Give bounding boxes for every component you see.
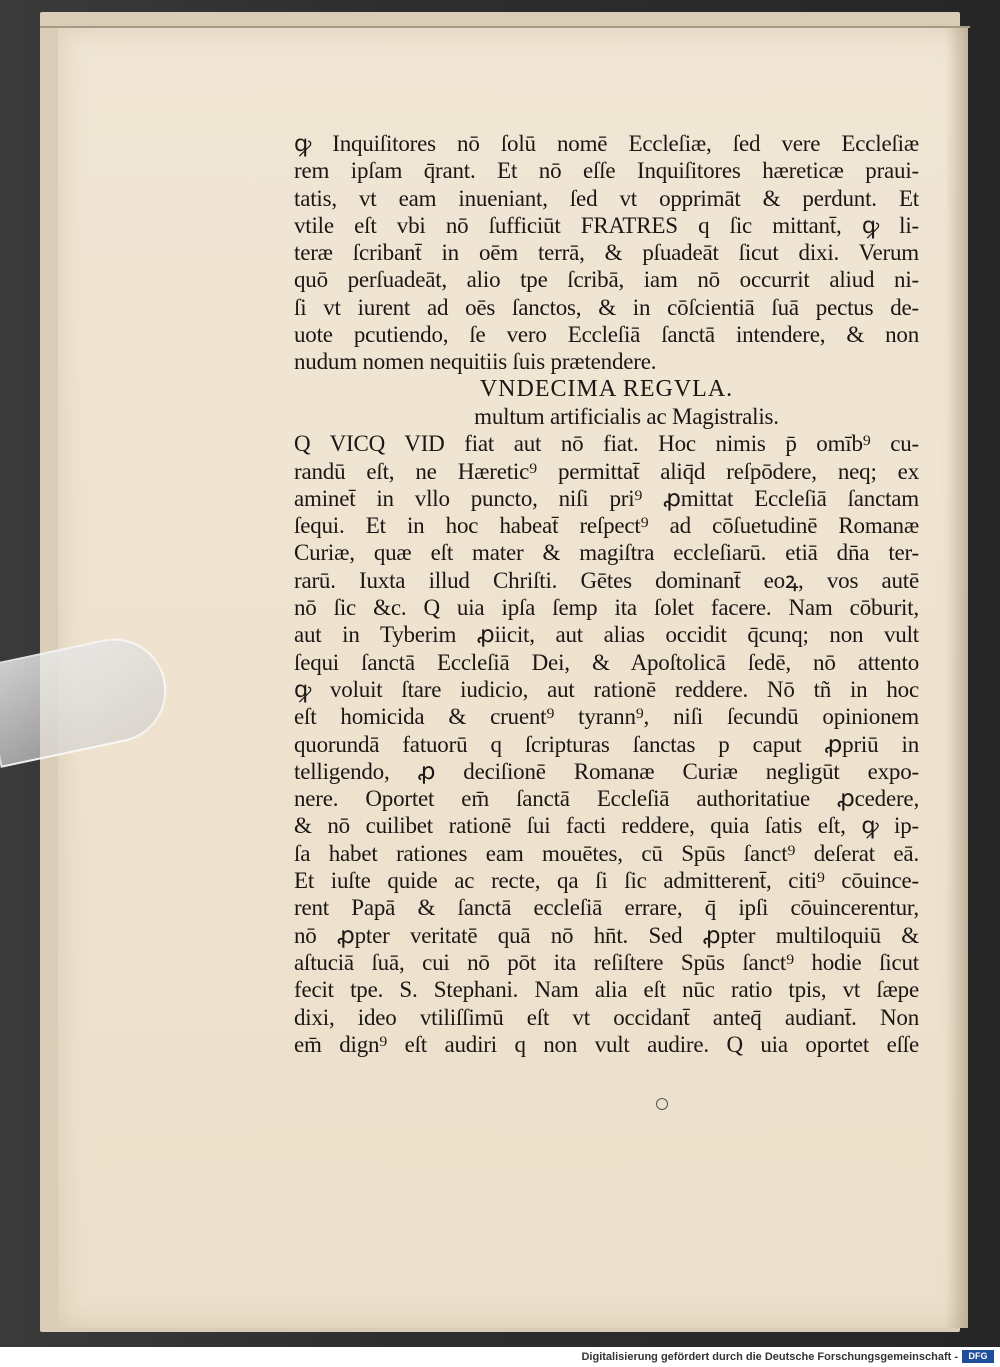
text-line: rem ipſam q̄rant. Et nō eſſe Inquiſitores hæreticæ praui-: [294, 158, 919, 184]
section-subheading: multum artificialis ac Magistralis.: [474, 403, 779, 429]
text-line: rarū. Iuxta illud Chriſti. Gētes dominant̄ eoꝝ, vos autē: [294, 567, 919, 593]
text-line: Curiæ, quæ eſt mater & magiſtra eccleſiarū. etiā dn̄a ter-: [294, 540, 919, 566]
text-line: telligendo, ꝓ deciſionē Romanæ Curiæ negligūt expo-: [294, 758, 919, 784]
digitization-footer: [0, 1347, 1000, 1367]
text-line: nō ꝓpter veritatē quā nō hn̄t. Sed ꝓpter multiloquiū &: [294, 922, 919, 948]
text-line: nō ſic &c. Q uia ipſa ſemp ita ſolet facere. Nam cōburit,: [294, 595, 919, 621]
text-line: Q VICQ VID fiat aut nō fiat. Hoc nimis p̄ omīb⁹ cu-: [294, 431, 919, 457]
text-line: quorundā fatuorū q ſcripturas ſanctas p caput ꝓpriū in: [294, 731, 919, 757]
text-line: ſi vt iurent ad oēs ſanctos, & in cōſcientiā ſuā pectus de-: [294, 294, 919, 320]
text-line: teræ ſcribant̄ in oēm terrā, & pſuadeāt ſicut dixi. Verum: [294, 240, 919, 266]
page-edge-shadow: [946, 28, 968, 1328]
text-line: nudum nomen nequitiis ſuis prætendere.: [294, 349, 657, 375]
text-line: rent Papā & ſanctā eccleſiā errare, q̄ ipſi cōuincerentur,: [294, 895, 919, 921]
footer-credit-text: Digitalisierung gefördert durch die Deutsche Forschungsgemeinschaft -: [581, 1351, 958, 1363]
text-line: ꝙ Inquiſitores nō ſolū nomē Eccleſiæ, ſed vere Eccleſiæ: [294, 131, 919, 156]
page-signature-mark: [656, 1098, 668, 1110]
text-line: aut in Tyberim ꝓiicit, aut alias occidit q̄cunq; non vult: [294, 622, 919, 648]
text-line: randū eſt, ne Hæretic⁹ permittat̄ aliq̄d reſpōdere, neq; ex: [294, 458, 919, 484]
text-line: uote pcutiendo, ſe vero Eccleſiā ſanctā intendere, & non: [294, 322, 919, 348]
text-line: ſa habet rationes eam mouētes, cū Spūs ſanct⁹ deſerat eā.: [294, 840, 919, 866]
section-heading: VNDECIMA REGVLA.: [479, 375, 734, 402]
page-text-block: [294, 130, 919, 1058]
text-line: ſequi ſanctā Eccleſiā Dei, & Apoſtolicā ſedē, nō attento: [294, 649, 919, 675]
text-line: dixi, ideo vtiliſſimū eſt vt occidant̄ anteq̄ audiant̄. Non: [294, 1004, 919, 1030]
text-line: fecit tpe. S. Stephani. Nam alia eſt nūc ratio tpis, vt ſæpe: [294, 977, 919, 1003]
text-line: ꝙ voluit ſtare iudicio, aut rationē reddere. Nō tñ in hoc: [294, 676, 919, 702]
text-line: ſequi. Et in hoc habeat̄ reſpect⁹ ad cōſuetudinē Romanæ: [294, 513, 919, 539]
dfg-logo: DFG: [962, 1350, 994, 1363]
text-line: aminet̄ in vllo puncto, niſi pri⁹ ꝓmittat Eccleſiā ſanctam: [294, 485, 919, 511]
text-line: & nō cuilibet rationē ſui facti reddere, quia ſatis eſt, ꝙ ip-: [294, 813, 919, 839]
text-line: em̄ dign⁹ eſt audiri q non vult audire. Q uia oportet eſſe: [294, 1031, 919, 1057]
text-line: Et iuſte quide ac recte, qa ſi ſic admitterent̄, citi⁹ cōuince-: [294, 868, 919, 894]
text-line: vtile eſt vbi nō ſufficiūt FRATRES q ſic mittant̄, ꝙ li-: [294, 212, 919, 238]
text-line: quō perſuadeāt, alio tpe ſcribā, iam nō occurrit aliud ni-: [294, 267, 919, 293]
text-line: nere. Oportet em̄ ſanctā Eccleſiā authoritatiue ꝓcedere,: [294, 786, 919, 812]
text-line: eſt homicida & cruent⁹ tyrann⁹, niſi ſecundū opinionem: [294, 704, 919, 730]
text-line: aſtuciā ſuā, cui nō pōt ita reſiſtere Spūs ſanct⁹ hodie ſicut: [294, 949, 919, 975]
text-line: tatis, vt eam inueniant, ſed vt opprimāt & perdunt. Et: [294, 185, 919, 211]
